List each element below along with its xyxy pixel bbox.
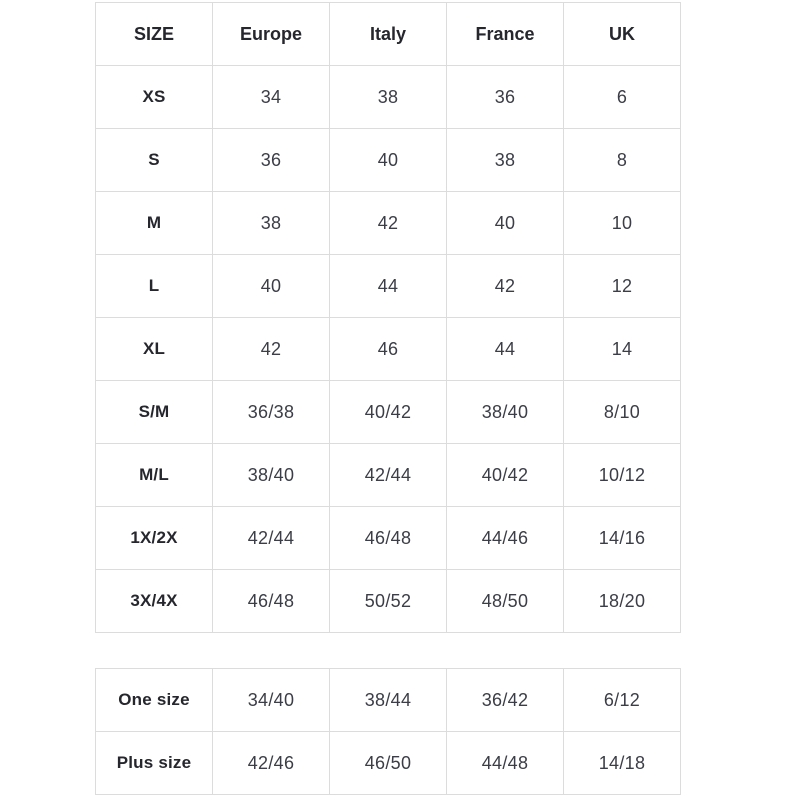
size-value-cell: 44/48 (447, 732, 564, 795)
size-value-cell: 10/12 (564, 444, 681, 507)
column-header-uk: UK (564, 3, 681, 66)
size-value-cell: 38 (213, 192, 330, 255)
table-row (96, 192, 681, 255)
column-header-europe: Europe (213, 3, 330, 66)
size-value-cell: 42/44 (213, 507, 330, 570)
table-gap (95, 633, 800, 668)
size-value-cell: 36 (213, 129, 330, 192)
size-value-cell: 44/46 (447, 507, 564, 570)
size-value-cell: 44 (447, 318, 564, 381)
size-label-cell: L (96, 255, 213, 318)
size-conversion-table-body (96, 66, 681, 633)
size-label-cell: One size (96, 669, 213, 732)
size-value-cell: 46 (330, 318, 447, 381)
table-row (96, 669, 681, 732)
size-value-cell: 46/50 (330, 732, 447, 795)
size-value-cell: 40/42 (447, 444, 564, 507)
table-row (96, 381, 681, 444)
size-value-cell: 38 (330, 66, 447, 129)
size-value-cell: 42/46 (213, 732, 330, 795)
table-row (96, 732, 681, 795)
table-row (96, 507, 681, 570)
size-value-cell: 12 (564, 255, 681, 318)
table-row (96, 570, 681, 633)
size-label-cell: S/M (96, 381, 213, 444)
header-row (96, 3, 681, 66)
size-label-cell: XS (96, 66, 213, 129)
size-value-cell: 50/52 (330, 570, 447, 633)
size-value-cell: 40/42 (330, 381, 447, 444)
size-label-cell: M/L (96, 444, 213, 507)
size-value-cell: 34/40 (213, 669, 330, 732)
size-label-cell: XL (96, 318, 213, 381)
size-label-cell: 1X/2X (96, 507, 213, 570)
size-value-cell: 34 (213, 66, 330, 129)
size-value-cell: 38/40 (447, 381, 564, 444)
column-header-size: SIZE (96, 3, 213, 66)
size-value-cell: 38 (447, 129, 564, 192)
size-value-cell: 42/44 (330, 444, 447, 507)
size-value-cell: 46/48 (213, 570, 330, 633)
size-value-cell: 38/44 (330, 669, 447, 732)
size-value-cell: 6 (564, 66, 681, 129)
special-sizes-table-body (96, 669, 681, 795)
size-value-cell: 48/50 (447, 570, 564, 633)
size-conversion-table (95, 2, 681, 633)
size-label-cell: M (96, 192, 213, 255)
size-value-cell: 42 (213, 318, 330, 381)
table-row (96, 255, 681, 318)
size-value-cell: 36 (447, 66, 564, 129)
size-value-cell: 44 (330, 255, 447, 318)
size-value-cell: 42 (330, 192, 447, 255)
size-label-cell: 3X/4X (96, 570, 213, 633)
size-value-cell: 46/48 (330, 507, 447, 570)
size-value-cell: 38/40 (213, 444, 330, 507)
special-sizes-table (95, 668, 681, 795)
column-header-italy: Italy (330, 3, 447, 66)
size-value-cell: 18/20 (564, 570, 681, 633)
table-row (96, 318, 681, 381)
size-value-cell: 14 (564, 318, 681, 381)
table-row (96, 129, 681, 192)
size-value-cell: 14/18 (564, 732, 681, 795)
size-value-cell: 40 (213, 255, 330, 318)
size-value-cell: 42 (447, 255, 564, 318)
size-value-cell: 40 (330, 129, 447, 192)
size-value-cell: 8 (564, 129, 681, 192)
column-header-france: France (447, 3, 564, 66)
table-row (96, 444, 681, 507)
size-value-cell: 10 (564, 192, 681, 255)
size-conversion-table-header (96, 3, 681, 66)
size-value-cell: 40 (447, 192, 564, 255)
size-label-cell: S (96, 129, 213, 192)
size-value-cell: 8/10 (564, 381, 681, 444)
table-row (96, 66, 681, 129)
size-value-cell: 6/12 (564, 669, 681, 732)
size-value-cell: 36/42 (447, 669, 564, 732)
size-value-cell: 14/16 (564, 507, 681, 570)
size-label-cell: Plus size (96, 732, 213, 795)
size-value-cell: 36/38 (213, 381, 330, 444)
